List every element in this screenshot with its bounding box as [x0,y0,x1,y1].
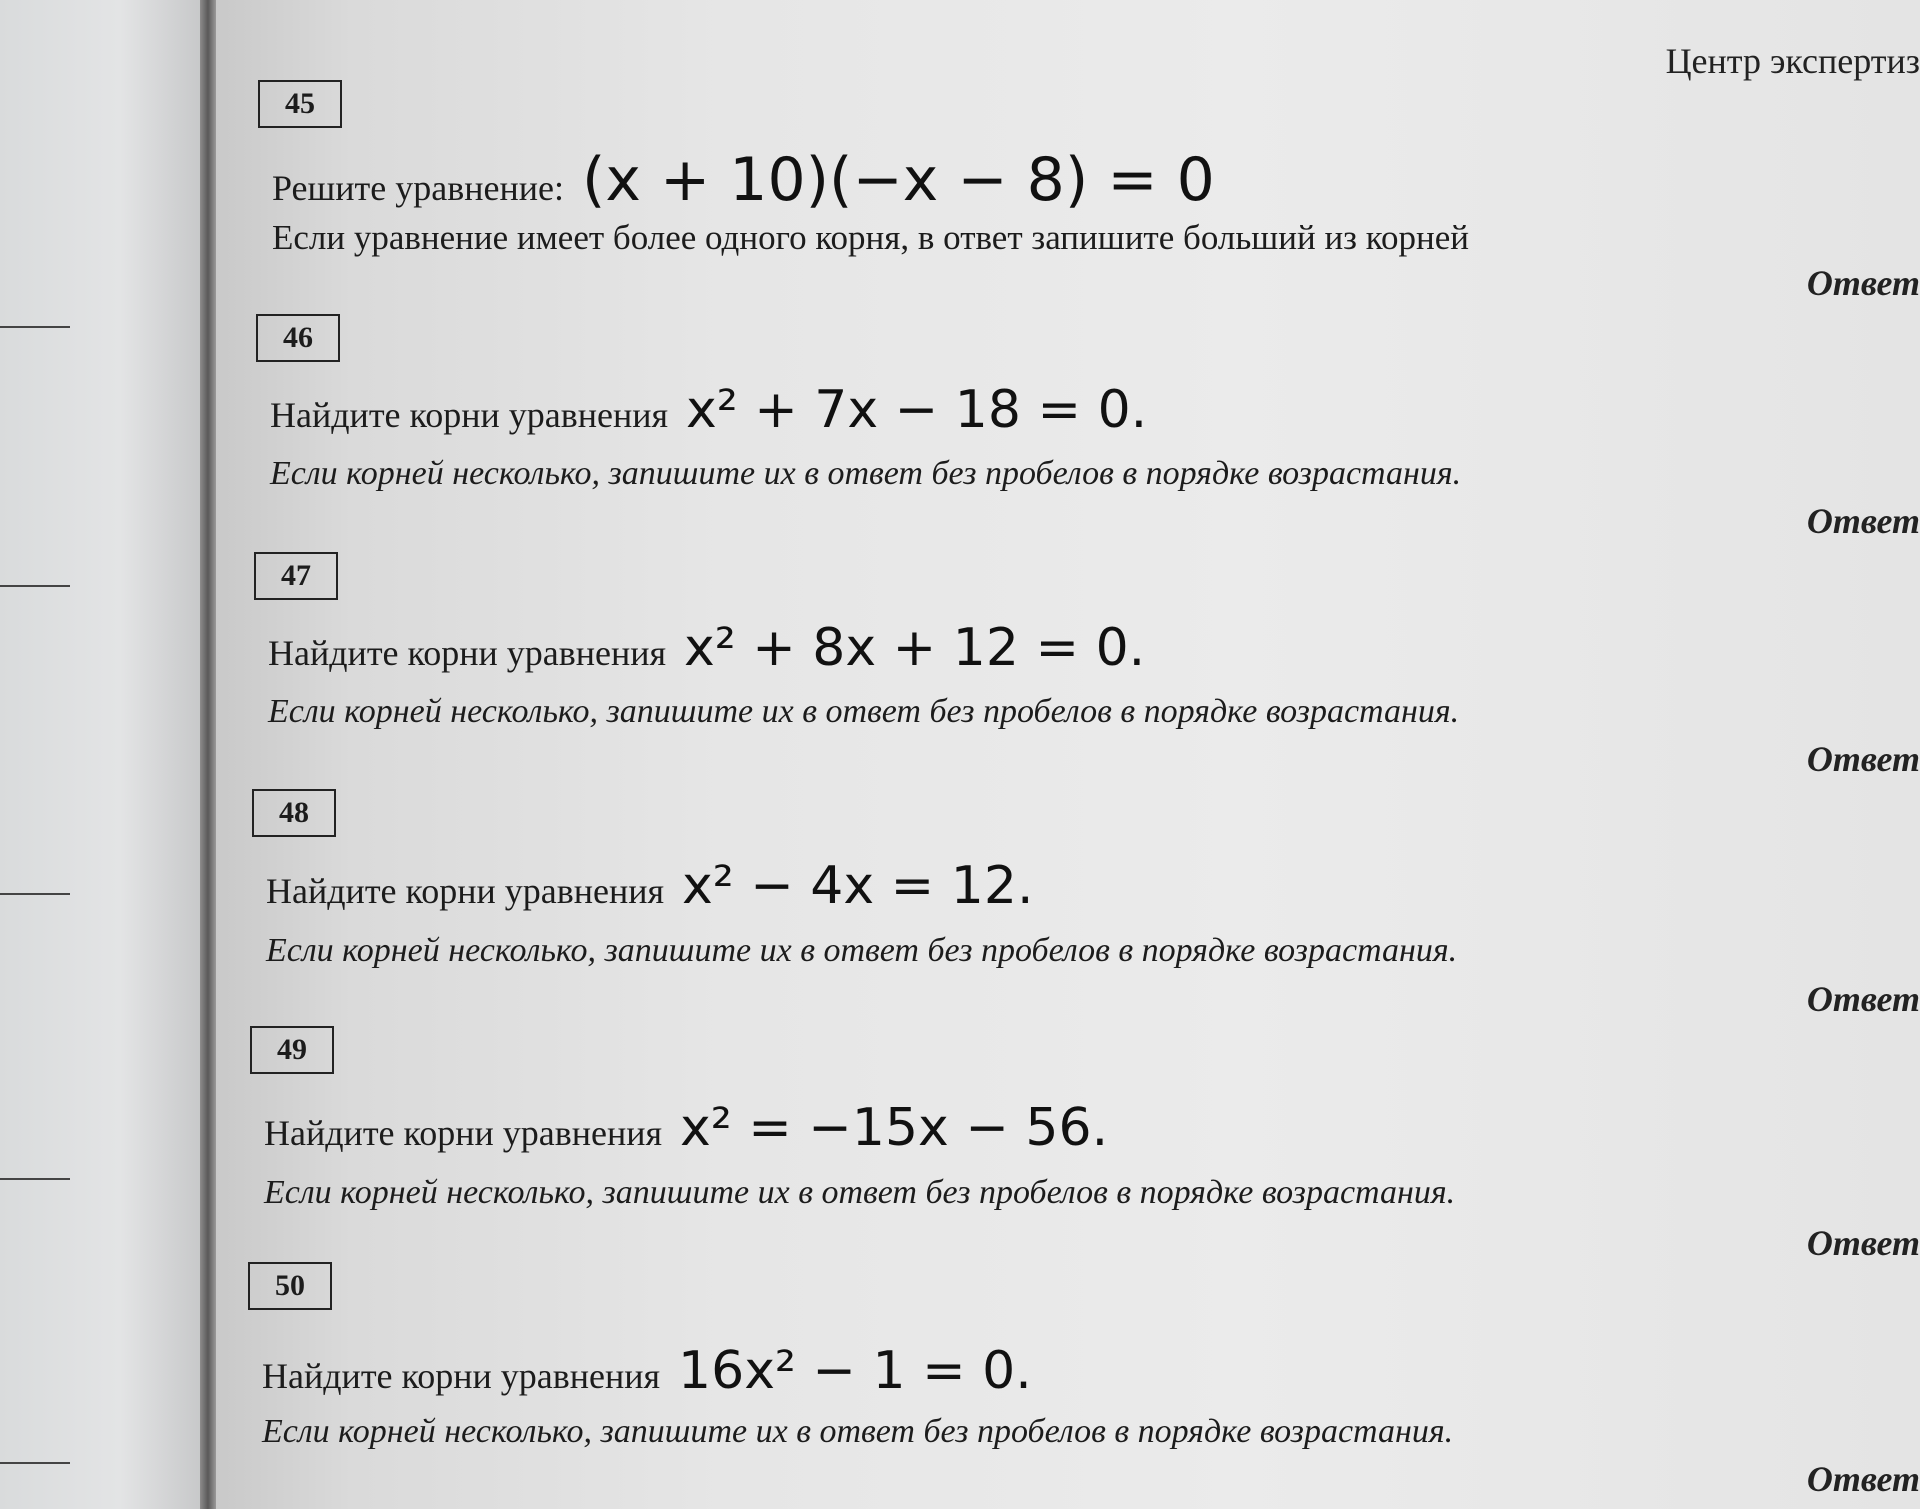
task-prompt [272,145,1215,215]
task-equation: x² + 7x − 18 = 0. [686,380,1148,440]
task-prompt [268,618,1146,678]
page-header: Центр экспертиз [1665,41,1920,81]
task-label: Найдите корни уравнения [266,871,665,911]
task-label: Найдите корни уравнения [268,633,667,673]
left-page-line [0,585,70,587]
left-page-line [0,1462,70,1464]
task-label: Найдите корни уравнения [270,395,669,435]
answer-label: Ответ [1806,1459,1920,1499]
task-number: 50 [248,1262,332,1310]
task-note: Если уравнение имеет более одного корня, в ответ запишите больший из корней [272,218,1469,257]
task-prompt [262,1341,1032,1401]
task-prompt [270,380,1148,440]
worksheet-page [216,0,1920,1509]
task-note: Если корней несколько, запишите их в ответ без пробелов в порядке возрастания. [264,1174,1456,1211]
task-note: Если корней несколько, запишите их в ответ без пробелов в порядке возрастания. [266,932,1458,969]
task-label: Найдите корни уравнения [264,1113,663,1153]
task-equation: (x + 10)(−x − 8) = 0 [581,145,1215,215]
book-gutter [200,0,216,1509]
task-label: Решите уравнение: [272,168,564,208]
left-page [0,0,200,1509]
task-note: Если корней несколько, запишите их в ответ без пробелов в порядке возрастания. [270,455,1462,492]
task-number: 45 [258,80,342,128]
task-number: 48 [252,789,336,837]
task-prompt [266,856,1034,916]
task-note: Если корней несколько, запишите их в ответ без пробелов в порядке возрастания. [262,1413,1454,1450]
task-equation: 16x² − 1 = 0. [678,1341,1032,1401]
answer-label: Ответ [1806,501,1920,541]
answer-label: Ответ [1806,263,1920,303]
task-number: 47 [254,552,338,600]
task-equation: x² + 8x + 12 = 0. [684,618,1146,678]
task-number: 46 [256,314,340,362]
answer-label: Ответ [1806,1223,1920,1263]
task-label: Найдите корни уравнения [262,1356,661,1396]
task-equation: x² − 4x = 12. [682,856,1034,916]
answer-label: Ответ [1806,979,1920,1019]
left-page-line [0,326,70,328]
task-equation: x² = −15x − 56. [680,1098,1109,1158]
left-page-line [0,893,70,895]
task-note: Если корней несколько, запишите их в ответ без пробелов в порядке возрастания. [268,693,1460,730]
answer-label: Ответ [1806,739,1920,779]
task-number: 49 [250,1026,334,1074]
left-page-line [0,1178,70,1180]
task-prompt [264,1098,1109,1158]
